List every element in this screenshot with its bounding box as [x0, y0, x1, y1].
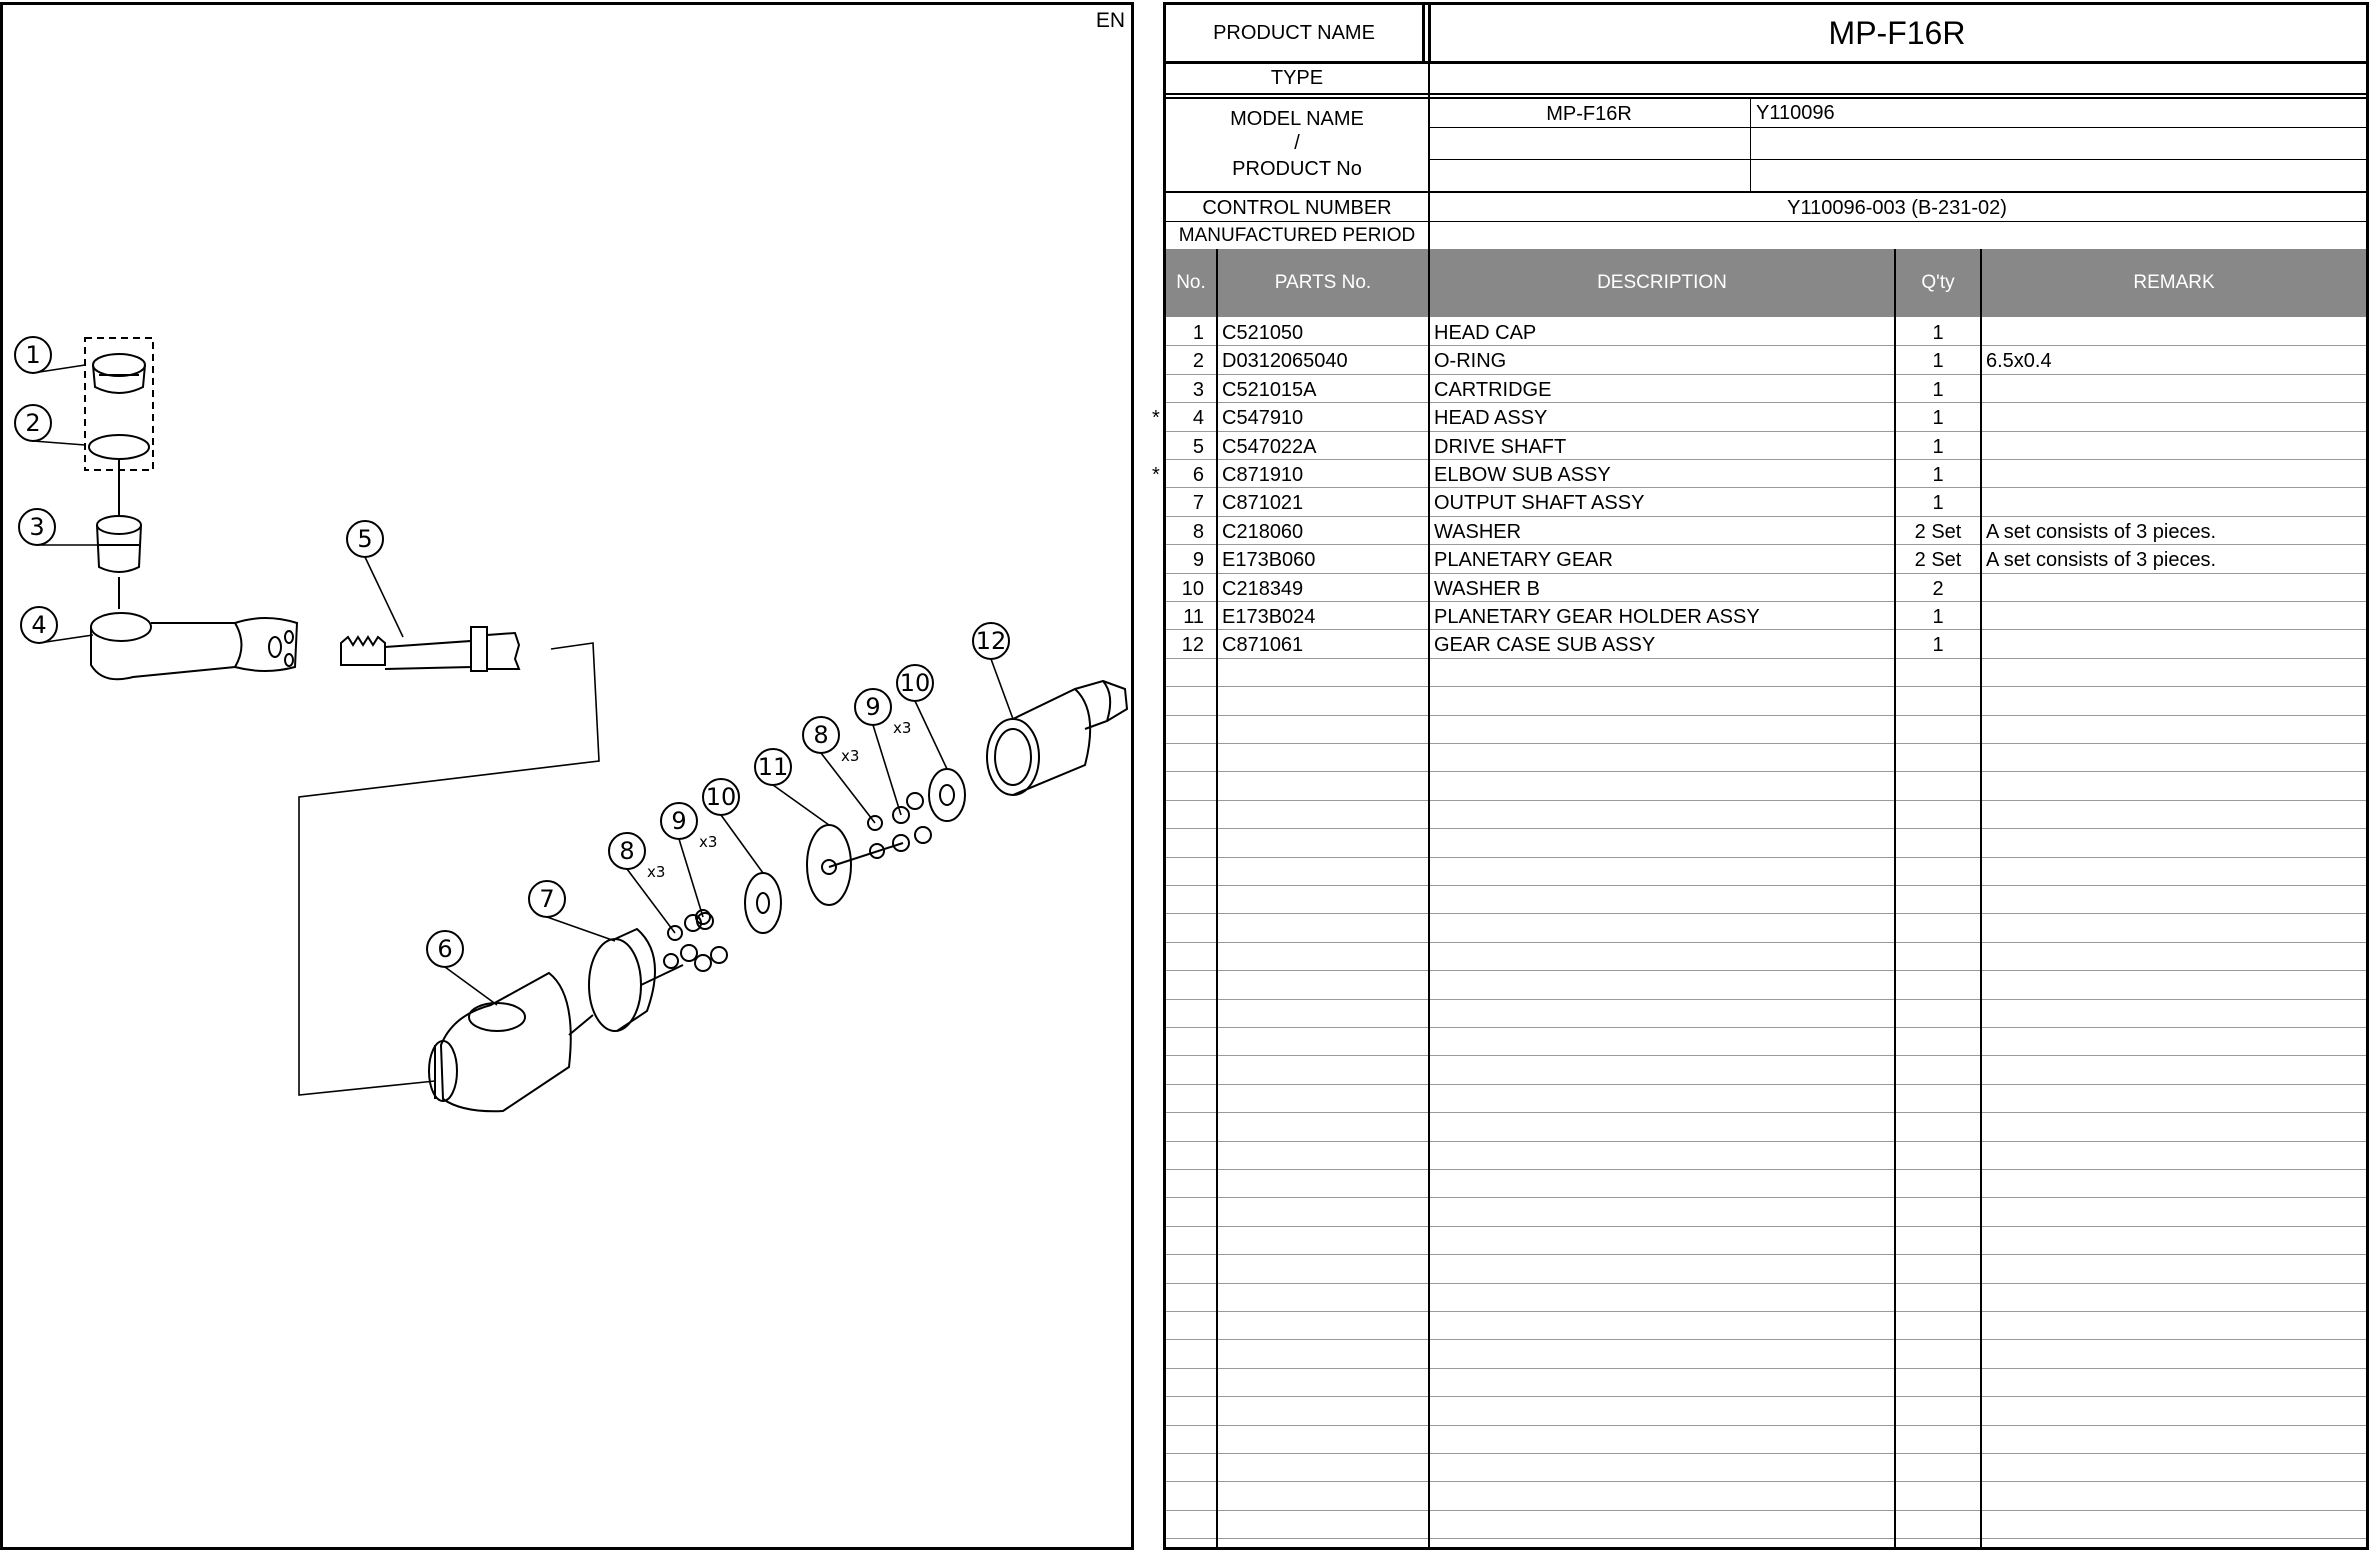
diagram-panel — [0, 2, 1134, 1550]
callout-5 — [347, 521, 403, 637]
product-name-value: MP-F16R — [1828, 14, 1966, 51]
part-elbow-sub-assy — [429, 973, 593, 1111]
callout-number: 9 — [671, 807, 687, 835]
callout-11 — [755, 749, 829, 825]
row-part-number: D0312065040 — [1222, 350, 1348, 373]
col-header-remark: REMARK — [2133, 272, 2215, 293]
row-number: 12 — [1181, 634, 1204, 657]
row-description: CARTRIDGE — [1434, 378, 1552, 401]
control-number-value: Y110096-003 (B-231-02) — [1787, 196, 2007, 219]
callout-multiplier: x3 — [647, 863, 666, 881]
row-description: HEAD ASSY — [1434, 407, 1548, 430]
callout-number: 3 — [29, 513, 45, 541]
product-no-value: Y110096 — [1756, 102, 1835, 124]
callout-number: 10 — [705, 783, 737, 811]
row-quantity: 1 — [1932, 464, 1944, 486]
row-quantity: 1 — [1932, 407, 1944, 430]
row-description: GEAR CASE SUB ASSY — [1434, 634, 1656, 657]
model-label-line3: PRODUCT No — [1232, 157, 1362, 180]
row-description: PLANETARY GEAR — [1434, 549, 1613, 572]
row-part-number: C547910 — [1222, 407, 1304, 430]
callout-10 — [703, 779, 763, 873]
row-remark: A set consists of 3 pieces. — [1986, 520, 2217, 543]
part-o-ring — [89, 435, 149, 459]
row-description: ELBOW SUB ASSY — [1434, 464, 1611, 486]
col-header-qty: Q'ty — [1921, 272, 1955, 293]
callout-9 — [855, 689, 911, 815]
product-name-label: PRODUCT NAME — [1213, 21, 1375, 44]
manufactured-period-label: MANUFACTURED PERIOD — [1178, 225, 1416, 246]
type-label: TYPE — [1270, 66, 1324, 89]
manufactured-period-value — [1428, 221, 2366, 251]
row-description: DRIVE SHAFT — [1434, 435, 1567, 458]
part-head-cap — [93, 354, 145, 393]
callout-number: 12 — [975, 627, 1007, 655]
row-quantity: 1 — [1932, 378, 1944, 401]
row-quantity: 2 — [1932, 577, 1944, 600]
model-label-line1: MODEL NAME — [1230, 107, 1364, 130]
row-part-number: C547022A — [1222, 435, 1317, 458]
row-number: 9 — [1192, 549, 1204, 572]
row-part-number: C871021 — [1222, 492, 1304, 515]
row-quantity: 1 — [1932, 492, 1944, 515]
language-label: EN — [1095, 9, 1125, 32]
part-head-assy — [91, 613, 297, 679]
row-number: 6 — [1192, 464, 1204, 486]
callout-number: 2 — [25, 409, 41, 437]
row-quantity: 1 — [1932, 350, 1944, 373]
callout-multiplier: x3 — [699, 833, 718, 851]
col-header-description: DESCRIPTION — [1597, 272, 1727, 293]
row-part-number: C218060 — [1222, 520, 1304, 543]
row-description: HEAD CAP — [1434, 322, 1537, 344]
row-part-number: E173B060 — [1222, 549, 1316, 572]
row-part-number: C521015A — [1222, 378, 1317, 401]
part-planetary-gears-2 — [868, 793, 931, 858]
part-cartridge — [97, 516, 141, 572]
part-output-shaft-assy — [589, 929, 683, 1031]
row-mark: * — [1152, 464, 1160, 486]
row-description: WASHER — [1434, 520, 1522, 543]
callout-2 — [15, 405, 85, 445]
callout-number: 11 — [757, 753, 789, 781]
callout-number: 10 — [899, 669, 931, 697]
exploded-parts-diagram — [3, 5, 1131, 1547]
part-washer-b-2 — [929, 769, 965, 821]
callout-10 — [897, 665, 947, 769]
callout-6 — [427, 931, 497, 1005]
callout-1 — [15, 337, 85, 373]
row-part-number: C871061 — [1222, 634, 1304, 657]
row-description: PLANETARY GEAR HOLDER ASSY — [1434, 606, 1760, 628]
part-gear-holder — [807, 825, 903, 905]
callout-number: 6 — [437, 935, 453, 963]
callout-12 — [973, 623, 1013, 719]
callout-8 — [803, 717, 875, 823]
col-header-no: No. — [1176, 272, 1206, 293]
row-quantity: 1 — [1932, 634, 1944, 657]
col-header-parts-no: PARTS No. — [1274, 272, 1372, 293]
callout-7 — [529, 881, 615, 941]
control-number-label: CONTROL NUMBER — [1202, 196, 1392, 219]
row-quantity: 2 Set — [1914, 520, 1962, 543]
row-number: 3 — [1192, 378, 1204, 401]
part-gear-case — [987, 681, 1127, 795]
callout-4 — [21, 607, 93, 643]
row-number: 8 — [1192, 520, 1204, 543]
row-quantity: 1 — [1932, 322, 1944, 344]
type-value — [1428, 63, 2366, 93]
callout-number: 4 — [31, 611, 47, 639]
row-number: 7 — [1192, 492, 1204, 515]
part-washer-b — [745, 873, 781, 933]
callout-8 — [609, 833, 675, 933]
row-part-number: E173B024 — [1222, 606, 1316, 628]
row-part-number: C871910 — [1222, 464, 1304, 486]
row-number: 4 — [1192, 407, 1204, 430]
row-description: OUTPUT SHAFT ASSY — [1434, 492, 1645, 515]
callout-number: 1 — [25, 341, 41, 369]
row-number: 2 — [1192, 350, 1204, 373]
row-quantity: 1 — [1932, 435, 1944, 458]
callout-9 — [661, 803, 717, 917]
parts-list-panel — [1152, 2, 2369, 1550]
row-description: O-RING — [1434, 350, 1507, 373]
callout-number: 7 — [539, 885, 555, 913]
callout-3 — [19, 509, 97, 545]
callout-number: 8 — [813, 721, 829, 749]
callout-multiplier: x3 — [841, 747, 860, 765]
callout-multiplier: x3 — [893, 719, 912, 737]
part-planetary-gears-1 — [664, 910, 727, 971]
row-description: WASHER B — [1434, 577, 1540, 600]
callout-number: 8 — [619, 837, 635, 865]
row-number: 1 — [1192, 322, 1204, 344]
row-part-number: C218349 — [1222, 577, 1304, 600]
part-drive-shaft — [341, 627, 519, 671]
callout-number: 9 — [865, 693, 881, 721]
row-number: 10 — [1181, 577, 1204, 600]
row-remark: A set consists of 3 pieces. — [1986, 549, 2217, 572]
row-remark: 6.5x0.4 — [1986, 350, 2052, 373]
model-label-line2: / — [1294, 131, 1300, 154]
row-quantity: 1 — [1932, 606, 1944, 628]
row-part-number: C521050 — [1222, 322, 1304, 344]
model-name-value: MP-F16R — [1546, 102, 1632, 125]
row-mark: * — [1152, 407, 1160, 430]
callout-number: 5 — [357, 525, 373, 553]
row-quantity: 2 Set — [1914, 549, 1962, 572]
row-number: 5 — [1192, 435, 1204, 458]
row-number: 11 — [1183, 606, 1204, 628]
